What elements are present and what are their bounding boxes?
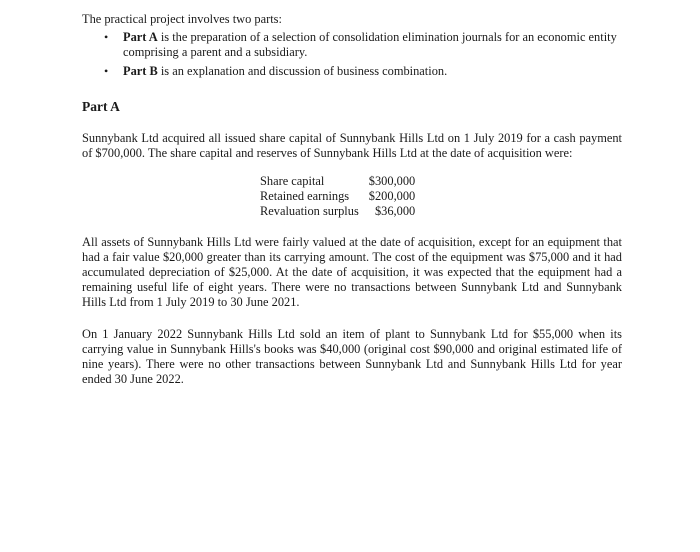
parts-list [82,30,622,79]
part-a-description: is the preparation of a selection of consolidation elimination journals for an economic entity comprising a parent and a subsidiary. [123,30,617,59]
bullet-icon: • [104,30,109,44]
document-body [82,12,622,387]
plant-sale-paragraph: On 1 January 2022 Sunnybank Hills Ltd sold an item of plant to Sunnybank Ltd for $55,000 when its carrying value in Sunnybank Hills's books was $40,000 (original cost $90,000 and original estimated life of nine years). There were no other transactions between Sunnybank Ltd and Sunnybank Hills Ltd for year ended 30 June 2022. [82,327,622,386]
table-row [260,204,415,219]
row-label: Revaluation surplus [260,204,359,218]
section-heading: Part A [82,99,120,114]
list-item [82,64,622,79]
share-capital-table [260,174,415,219]
row-label: Share capital [260,174,325,188]
part-b-description: is an explanation and discussion of business combination. [157,64,448,78]
part-a-label: Part A [123,30,158,44]
intro-text: The practical project involves two parts: [82,12,282,26]
row-label: Retained earnings [260,189,350,203]
acquisition-paragraph: Sunnybank Ltd acquired all issued share capital of Sunnybank Hills Ltd on 1 July 2019 for a cash payment of $700,000. The share capital and reserves of Sunnybank Hills Ltd at the date of acquisition were: [82,131,622,160]
part-b-label: Part B [123,64,158,78]
row-amount: $200,000 [368,189,416,203]
table-row [260,174,415,189]
fair-value-paragraph: All assets of Sunnybank Hills Ltd were fairly valued at the date of acquisition, except for an equipment that had a fair value $20,000 greater than its carrying amount. The cost of the equipment was $75,000 and it had accumulated depreciation of $25,000. At the date of acquisition, it was expected that the equipment had a remaining useful life of eight years. There were no transactions between Sunnybank Ltd and Sunnybank Hills Ltd from 1 July 2019 to 30 June 2021. [82,235,622,309]
list-item [82,30,622,60]
table-row [260,189,415,204]
row-amount: $36,000 [374,204,416,218]
row-amount: $300,000 [368,174,416,188]
bullet-icon: • [104,64,109,78]
